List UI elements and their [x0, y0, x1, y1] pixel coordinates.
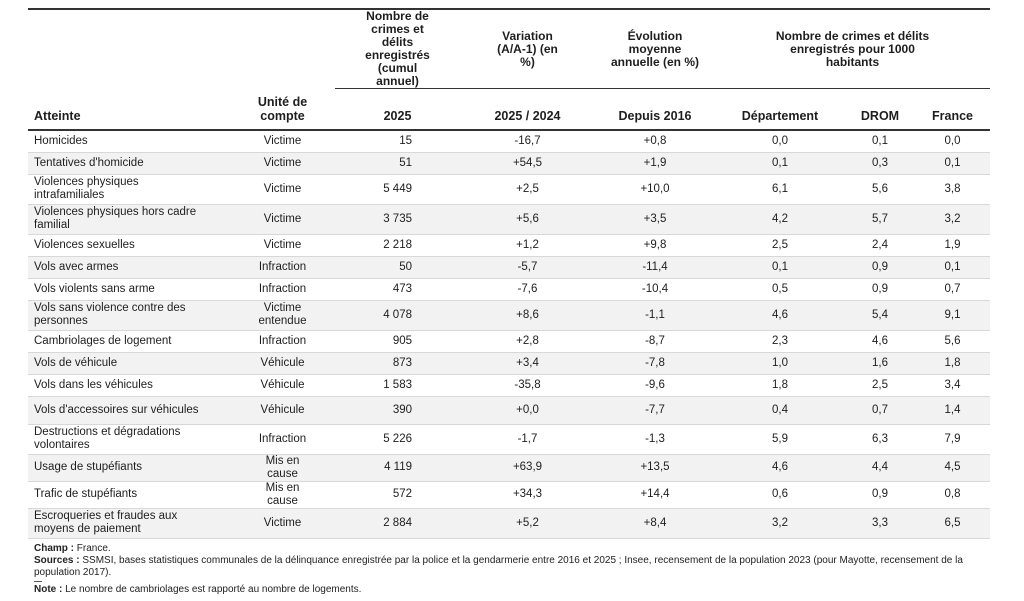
header-group-row — [28, 9, 990, 89]
table-row — [28, 396, 990, 424]
table-row — [28, 174, 990, 204]
variation-cell: +3,4 — [460, 352, 595, 374]
header-empty — [28, 9, 230, 89]
variation-cell: -35,8 — [460, 374, 595, 396]
france-cell: 9,1 — [915, 300, 990, 330]
table-row — [28, 234, 990, 256]
table-row — [28, 278, 990, 300]
evolution-cell: +1,9 — [595, 152, 715, 174]
drom-cell: 0,9 — [845, 481, 915, 508]
france-cell: 7,9 — [915, 424, 990, 454]
header-group-count: Nombre de crimes et délits enregistrés (cumul annuel) — [335, 9, 460, 89]
count-cell: 4 119 — [335, 454, 460, 481]
unit-cell: Victime — [230, 508, 335, 538]
unit-cell: Mis en cause — [230, 481, 335, 508]
table-container — [28, 8, 990, 596]
unit-cell: Victime — [230, 130, 335, 152]
row-label: Vols d'accessoires sur véhicules — [28, 396, 230, 424]
evolution-cell: -7,7 — [595, 396, 715, 424]
departement-cell: 2,5 — [715, 234, 845, 256]
divider — [34, 581, 42, 582]
header-empty — [230, 9, 335, 89]
table-row — [28, 130, 990, 152]
evolution-cell: -11,4 — [595, 256, 715, 278]
france-cell: 3,8 — [915, 174, 990, 204]
drom-cell: 2,5 — [845, 374, 915, 396]
unit-cell: Victime — [230, 152, 335, 174]
variation-cell: -1,7 — [460, 424, 595, 454]
departement-cell: 0,0 — [715, 130, 845, 152]
drom-cell: 5,6 — [845, 174, 915, 204]
table-row — [28, 424, 990, 454]
unit-cell: Infraction — [230, 256, 335, 278]
row-label: Homicides — [28, 130, 230, 152]
count-cell: 905 — [335, 330, 460, 352]
evolution-cell: +0,8 — [595, 130, 715, 152]
variation-cell: +34,3 — [460, 481, 595, 508]
drom-cell: 4,4 — [845, 454, 915, 481]
variation-cell: -5,7 — [460, 256, 595, 278]
departement-cell: 5,9 — [715, 424, 845, 454]
table-row — [28, 152, 990, 174]
drom-cell: 6,3 — [845, 424, 915, 454]
row-label: Usage de stupéfiants — [28, 454, 230, 481]
unit-cell: Victime — [230, 204, 335, 234]
row-label: Violences sexuelles — [28, 234, 230, 256]
variation-cell: +5,6 — [460, 204, 595, 234]
france-cell: 0,1 — [915, 256, 990, 278]
note: Note : Le nombre de cambriolages est rapporté au nombre de logements. — [34, 583, 362, 595]
count-cell: 4 078 — [335, 300, 460, 330]
count-cell: 15 — [335, 130, 460, 152]
header-departement: Département — [715, 89, 845, 131]
count-cell: 3 735 — [335, 204, 460, 234]
departement-cell: 0,1 — [715, 152, 845, 174]
table-row — [28, 481, 990, 508]
header-group-variation: Variation (A/A-1) (en %) — [460, 9, 595, 89]
evolution-cell: -1,1 — [595, 300, 715, 330]
count-cell: 5 449 — [335, 174, 460, 204]
evolution-cell: -1,3 — [595, 424, 715, 454]
variation-cell: +2,5 — [460, 174, 595, 204]
evolution-cell: -10,4 — [595, 278, 715, 300]
unit-cell: Véhicule — [230, 352, 335, 374]
evolution-cell: +8,4 — [595, 508, 715, 538]
drom-cell: 0,9 — [845, 278, 915, 300]
unit-cell: Victime entendue — [230, 300, 335, 330]
evolution-cell: -9,6 — [595, 374, 715, 396]
count-cell: 873 — [335, 352, 460, 374]
count-cell: 1 583 — [335, 374, 460, 396]
france-cell: 1,8 — [915, 352, 990, 374]
table-row — [28, 508, 990, 538]
count-cell: 390 — [335, 396, 460, 424]
variation-cell: +2,8 — [460, 330, 595, 352]
departement-cell: 0,1 — [715, 256, 845, 278]
count-cell: 51 — [335, 152, 460, 174]
unit-cell: Victime — [230, 234, 335, 256]
france-cell: 3,4 — [915, 374, 990, 396]
drom-cell: 5,7 — [845, 204, 915, 234]
row-label: Vols sans violence contre des personnes — [28, 300, 230, 330]
count-cell: 2 884 — [335, 508, 460, 538]
variation-cell: +63,9 — [460, 454, 595, 481]
france-cell: 1,4 — [915, 396, 990, 424]
header-france: France — [915, 89, 990, 131]
france-cell: 3,2 — [915, 204, 990, 234]
evolution-cell: -8,7 — [595, 330, 715, 352]
france-cell: 1,9 — [915, 234, 990, 256]
unit-cell: Victime — [230, 174, 335, 204]
header-drom: DROM — [845, 89, 915, 131]
departement-cell: 1,0 — [715, 352, 845, 374]
evolution-cell: +14,4 — [595, 481, 715, 508]
drom-cell: 1,6 — [845, 352, 915, 374]
drom-cell: 5,4 — [845, 300, 915, 330]
variation-cell: +1,2 — [460, 234, 595, 256]
row-label: Violences physiques hors cadre familial — [28, 204, 230, 234]
table-row — [28, 330, 990, 352]
departement-cell: 4,2 — [715, 204, 845, 234]
france-cell: 0,1 — [915, 152, 990, 174]
row-label: Violences physiques intrafamiliales — [28, 174, 230, 204]
count-cell: 2 218 — [335, 234, 460, 256]
variation-cell: +8,6 — [460, 300, 595, 330]
evolution-cell: +9,8 — [595, 234, 715, 256]
france-cell: 4,5 — [915, 454, 990, 481]
header-row — [28, 89, 990, 131]
header-unite: Unité de compte — [230, 89, 335, 131]
row-label: Trafic de stupéfiants — [28, 481, 230, 508]
france-cell: 0,7 — [915, 278, 990, 300]
departement-cell: 3,2 — [715, 508, 845, 538]
table-notes — [28, 543, 990, 596]
departement-cell: 4,6 — [715, 454, 845, 481]
sources-note: Sources : SSMSI, bases statistiques communales de la délinquance enregistrée par la police et la gendarmerie entre 2016 et 2025 ; Insee, recensement de la population 2023 (pour Mayotte, recensement de la population 2017). — [34, 554, 963, 578]
variation-cell: +5,2 — [460, 508, 595, 538]
header-group-evolution: Évolution moyenne annuelle (en %) — [595, 9, 715, 89]
table-row — [28, 204, 990, 234]
france-cell: 0,8 — [915, 481, 990, 508]
unit-cell: Infraction — [230, 330, 335, 352]
drom-cell: 4,6 — [845, 330, 915, 352]
variation-cell: +54,5 — [460, 152, 595, 174]
row-label: Destructions et dégradations volontaires — [28, 424, 230, 454]
variation-cell: -16,7 — [460, 130, 595, 152]
champ-note: Champ : France. — [34, 542, 111, 554]
departement-cell: 6,1 — [715, 174, 845, 204]
count-cell: 572 — [335, 481, 460, 508]
variation-cell: +0,0 — [460, 396, 595, 424]
drom-cell: 2,4 — [845, 234, 915, 256]
evolution-cell: +3,5 — [595, 204, 715, 234]
table-row — [28, 454, 990, 481]
departement-cell: 1,8 — [715, 374, 845, 396]
count-cell: 473 — [335, 278, 460, 300]
row-label: Vols violents sans arme — [28, 278, 230, 300]
crime-statistics-table — [28, 8, 990, 539]
departement-cell: 2,3 — [715, 330, 845, 352]
unit-cell: Infraction — [230, 424, 335, 454]
drom-cell: 0,1 — [845, 130, 915, 152]
departement-cell: 0,5 — [715, 278, 845, 300]
header-yoy: 2025 / 2024 — [460, 89, 595, 131]
france-cell: 5,6 — [915, 330, 990, 352]
table-row — [28, 300, 990, 330]
row-label: Cambriolages de logement — [28, 330, 230, 352]
drom-cell: 0,7 — [845, 396, 915, 424]
header-year: 2025 — [335, 89, 460, 131]
evolution-cell: +10,0 — [595, 174, 715, 204]
france-cell: 6,5 — [915, 508, 990, 538]
drom-cell: 3,3 — [845, 508, 915, 538]
count-cell: 50 — [335, 256, 460, 278]
evolution-cell: +13,5 — [595, 454, 715, 481]
evolution-cell: -7,8 — [595, 352, 715, 374]
header-group-rate: Nombre de crimes et délits enregistrés pour 1000 habitants — [715, 9, 990, 89]
departement-cell: 4,6 — [715, 300, 845, 330]
table-row — [28, 256, 990, 278]
row-label: Tentatives d'homicide — [28, 152, 230, 174]
row-label: Vols avec armes — [28, 256, 230, 278]
variation-cell: -7,6 — [460, 278, 595, 300]
drom-cell: 0,3 — [845, 152, 915, 174]
drom-cell: 0,9 — [845, 256, 915, 278]
unit-cell: Véhicule — [230, 396, 335, 424]
header-since: Depuis 2016 — [595, 89, 715, 131]
header-atteinte: Atteinte — [28, 89, 230, 131]
count-cell: 5 226 — [335, 424, 460, 454]
unit-cell: Véhicule — [230, 374, 335, 396]
table-row — [28, 352, 990, 374]
unit-cell: Mis en cause — [230, 454, 335, 481]
unit-cell: Infraction — [230, 278, 335, 300]
row-label: Escroqueries et fraudes aux moyens de paiement — [28, 508, 230, 538]
table-row — [28, 374, 990, 396]
france-cell: 0,0 — [915, 130, 990, 152]
departement-cell: 0,4 — [715, 396, 845, 424]
row-label: Vols de véhicule — [28, 352, 230, 374]
departement-cell: 0,6 — [715, 481, 845, 508]
row-label: Vols dans les véhicules — [28, 374, 230, 396]
